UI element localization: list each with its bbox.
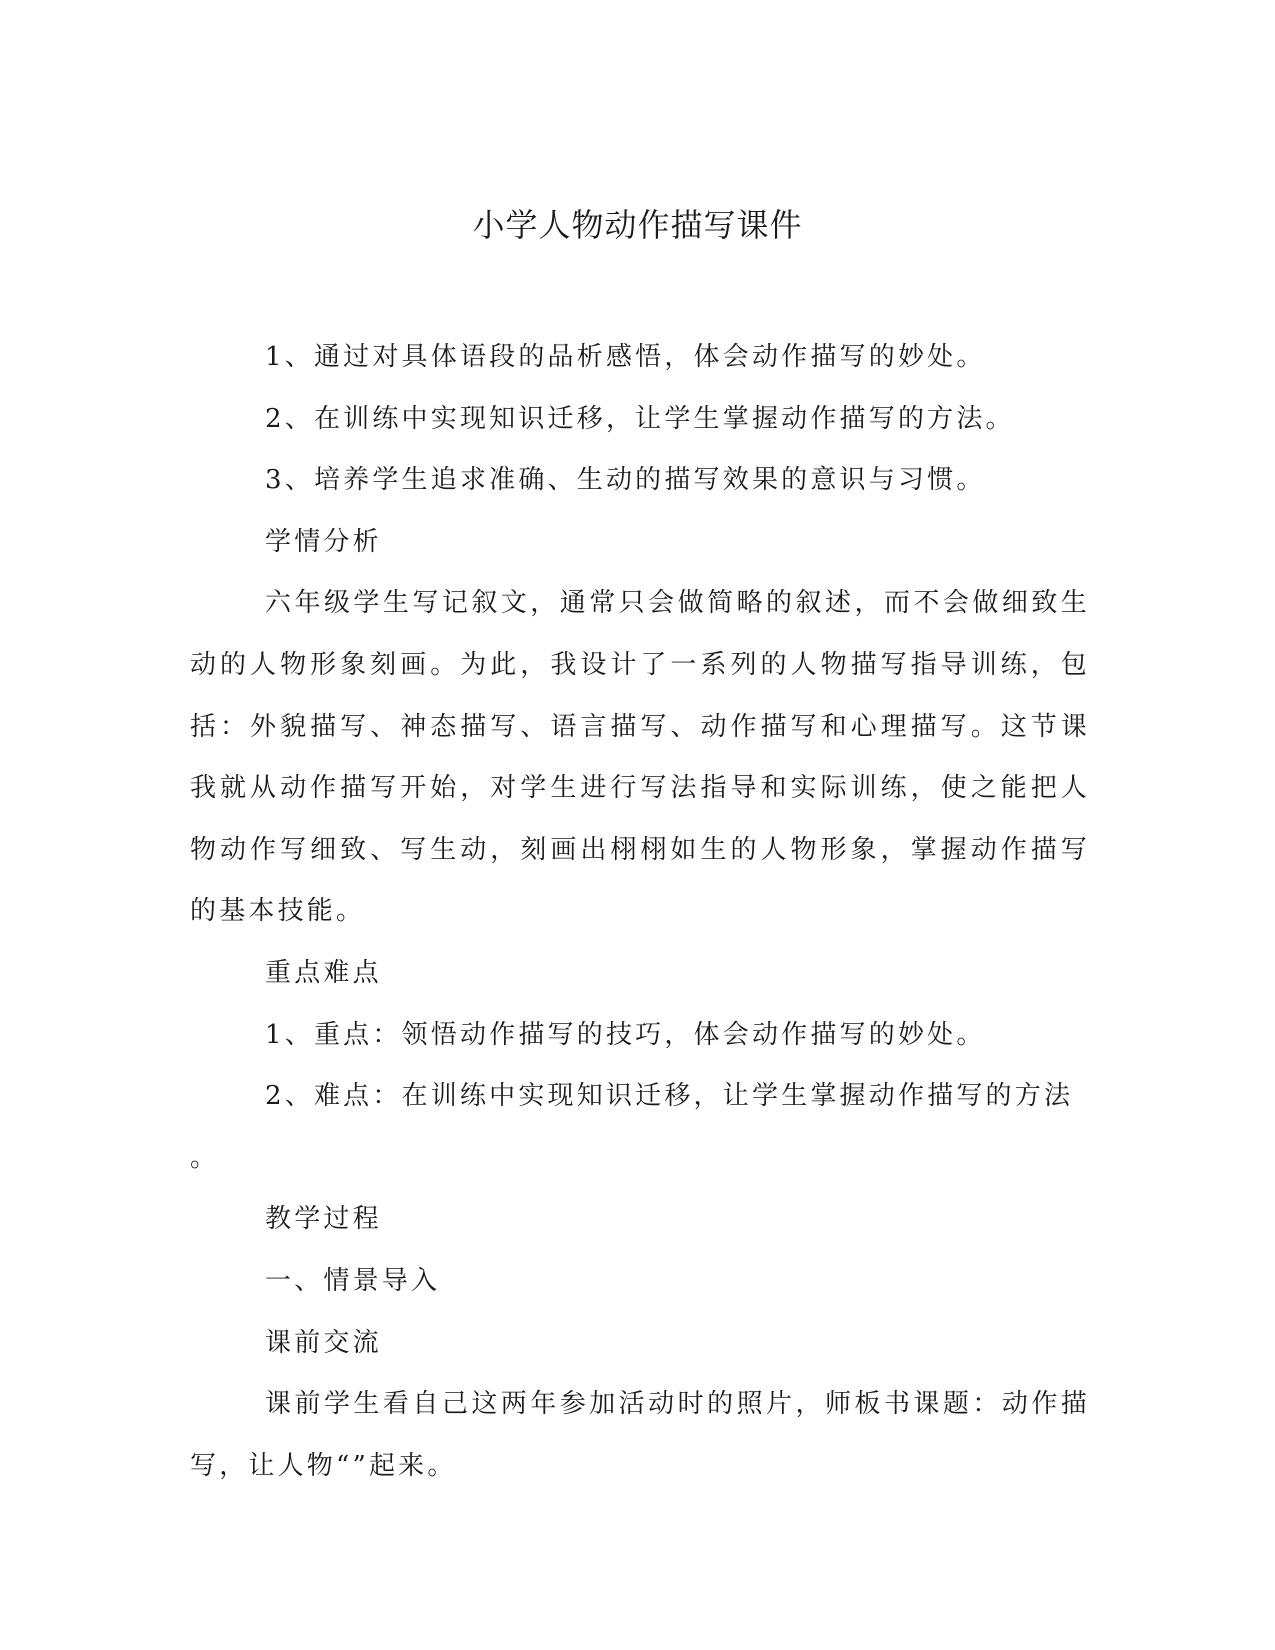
section-heading-process: 教学过程	[265, 1204, 382, 1235]
objective-3: 3、培养学生追求准确、生动的描写效果的意识与习惯。	[265, 465, 986, 496]
objective-2: 2、在训练中实现知识迁移，让学生掌握动作描写的方法。	[265, 403, 1015, 434]
objective-1: 1、通过对具体语段的品析感悟，体会动作描写的妙处。	[265, 342, 986, 372]
section-heading-key-points: 重点难点	[265, 957, 382, 988]
key-point-1: 1、重点：领悟动作描写的技巧，体会动作描写的妙处。	[265, 1019, 986, 1050]
key-point-2: 2、难点：在训练中实现知识迁移，让学生掌握动作描写的方法	[265, 1081, 1074, 1112]
analysis-paragraph: 六年级学生写记叙文，通常只会做简略的叙述，而不会做细致生动的人物形象刻画。为此，我设计了一系列的人物描写指导训练，包括：外貌描写、神态描写、语言描写、动作描写和心理描写。这节课我就从动作描写开始，对学生进行写法指导和实际训练，使之能把人物动作写细致、写生动，刻画出栩栩如生的人物形象，掌握动作描写的基本技能。	[190, 588, 1090, 927]
section-heading-analysis: 学情分析	[265, 526, 382, 557]
subsection-heading-exchange: 课前交流	[265, 1327, 382, 1358]
document-title: 小学人物动作描写课件	[472, 206, 803, 244]
document-body	[190, 327, 1090, 1497]
key-point-2-overflow: 。	[190, 1142, 220, 1173]
exchange-paragraph: 课前学生看自己这两年参加活动时的照片，师板书课题：动作描写，让人物“”起来。	[190, 1389, 1090, 1481]
subsection-heading-intro: 一、情景导入	[265, 1265, 441, 1296]
